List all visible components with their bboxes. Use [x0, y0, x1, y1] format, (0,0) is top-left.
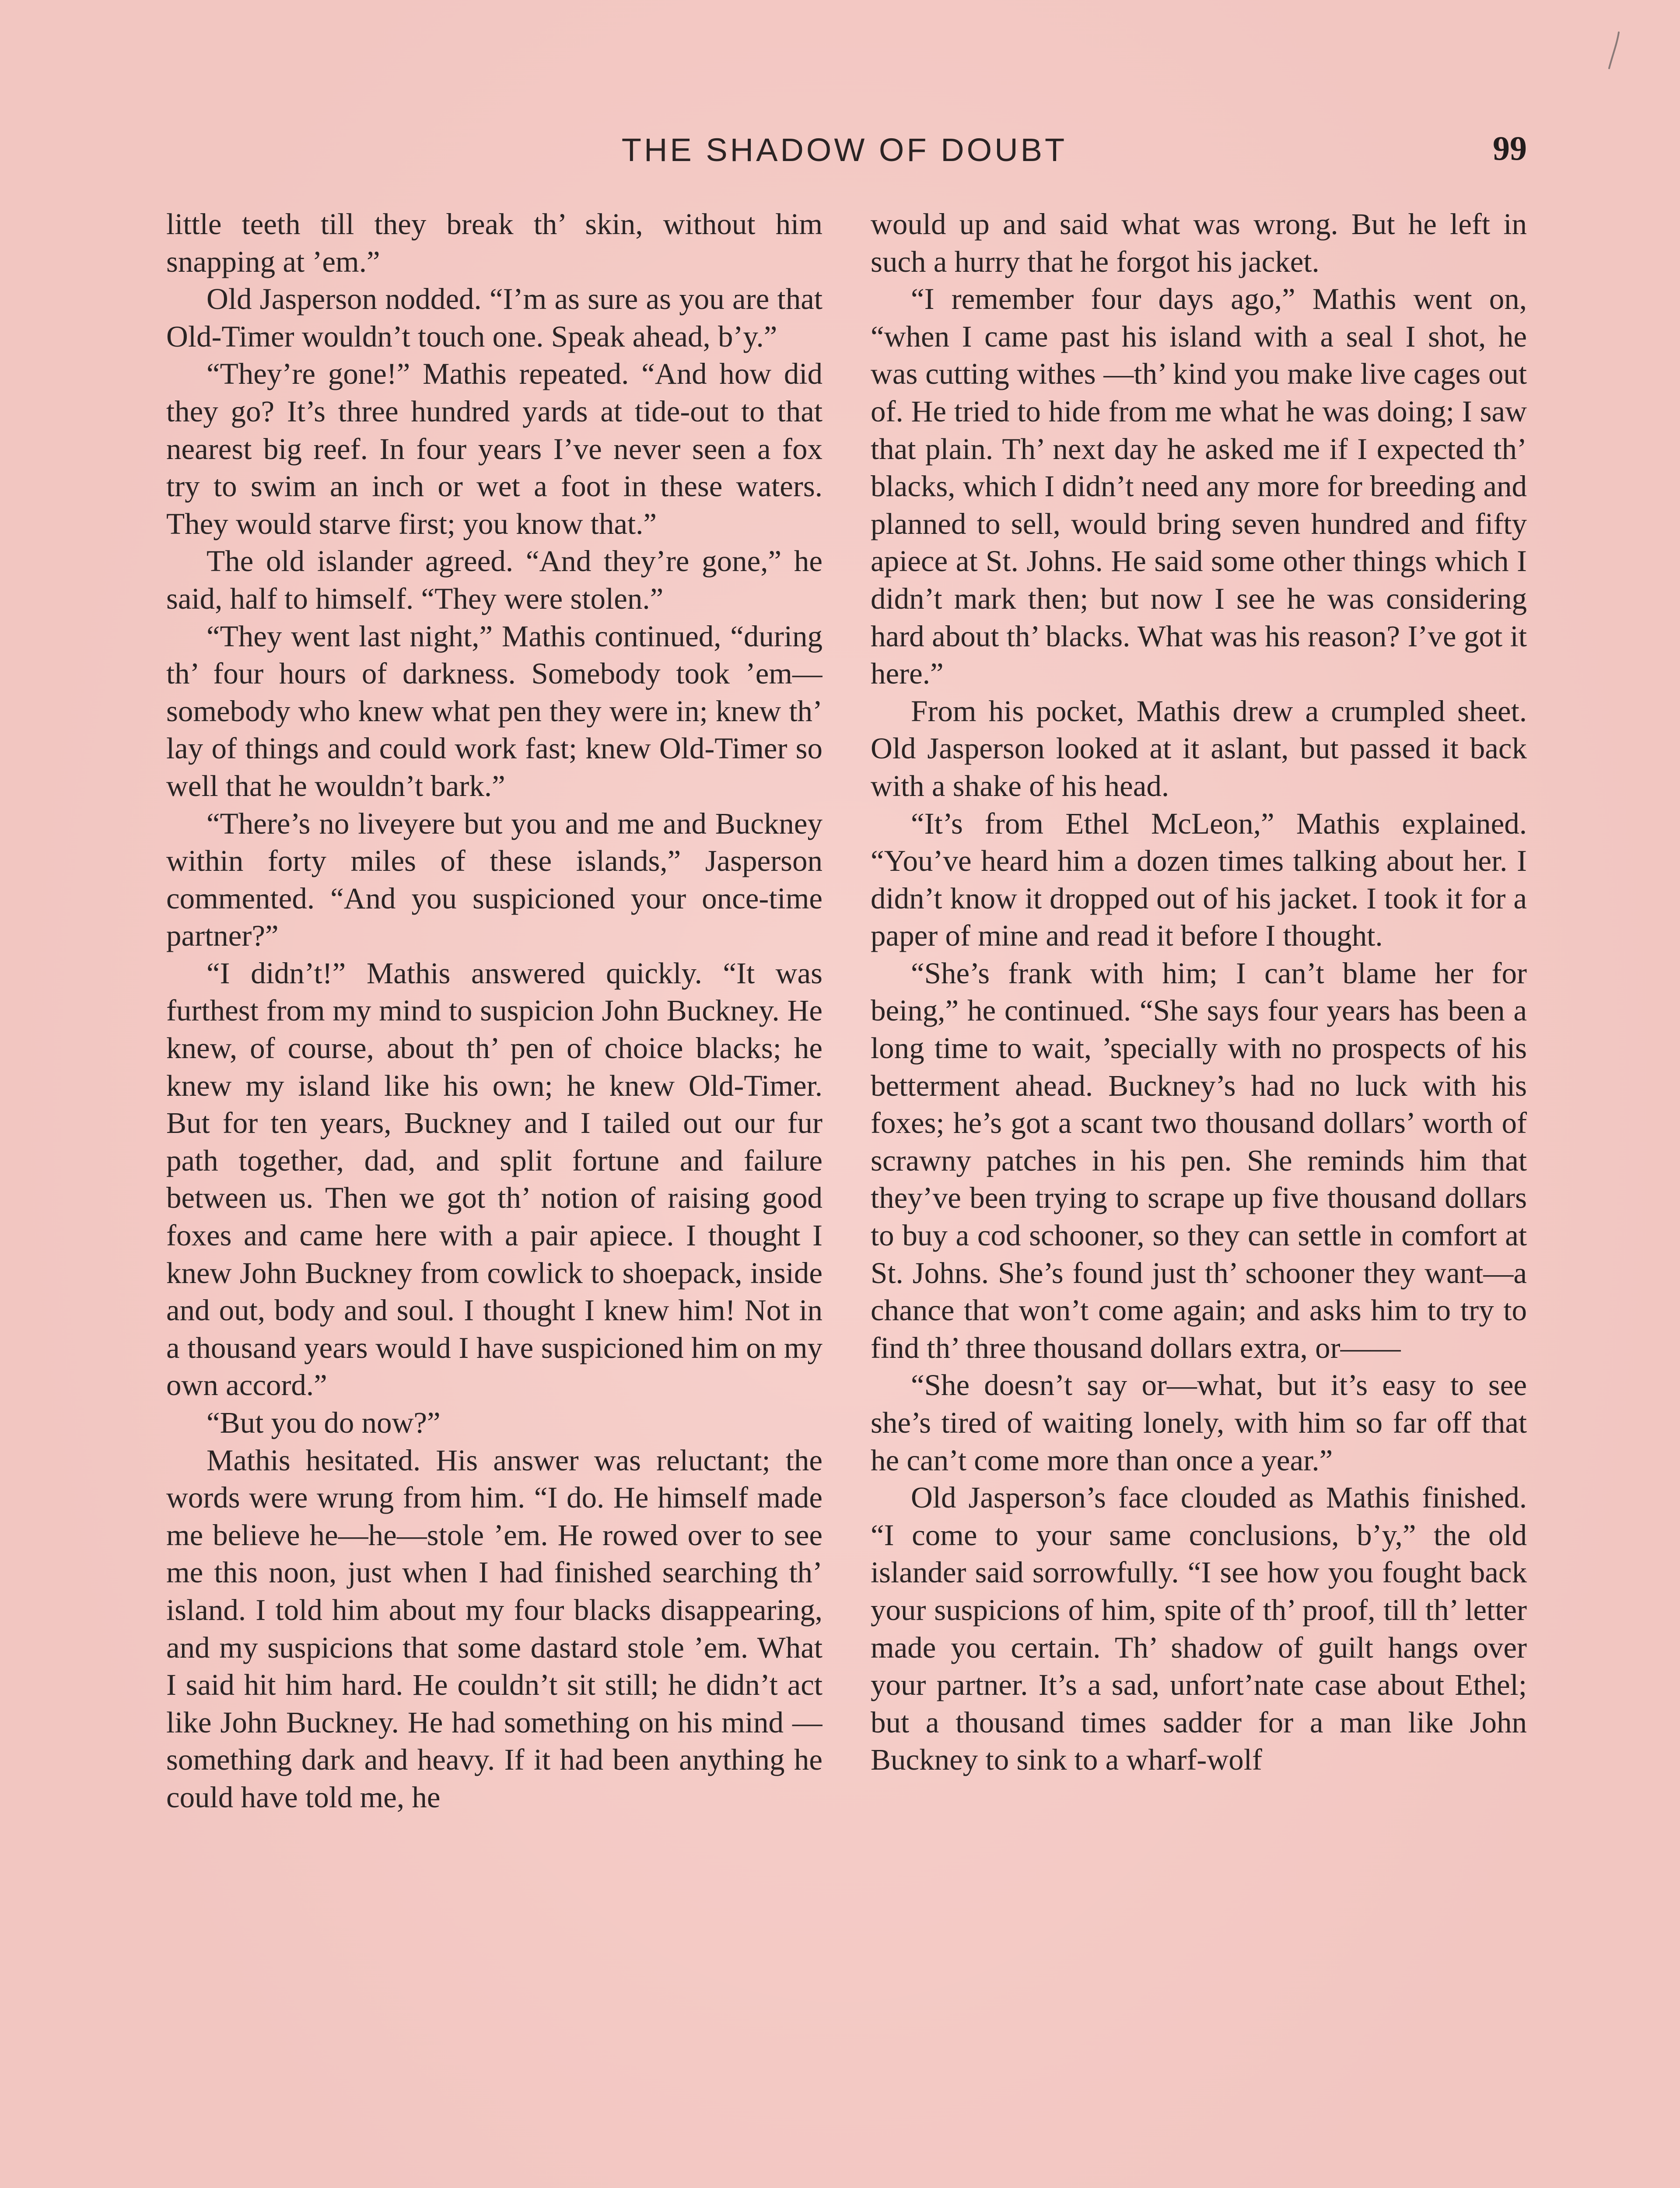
paragraph: “They’re gone!” Mathis repeated. “And how did they go? It’s three hundred yards at tide-out to that nearest big reef. In four years I’ve never seen a fox try to swim an inch or wet a foot in these waters. They would starve first; you know that.”	[166, 357, 822, 540]
paragraph: “There’s no liveyere but you and me and Buckney within forty miles of these islands,” Jasperson commented. “And you suspicioned your once-time partner?”	[166, 806, 822, 953]
page-header	[166, 129, 1527, 179]
left-column	[166, 206, 822, 2188]
page-number: 99	[1493, 129, 1527, 167]
paragraph: would up and said what was wrong. But he left in such a hurry that he forgot his jacket.	[871, 207, 1527, 278]
pencil-mark-icon	[1606, 31, 1623, 70]
paragraph: Old Jasperson nodded. “I’m as sure as you are that Old-Timer wouldn’t touch one. Speak ahead, b’y.”	[166, 282, 822, 353]
paragraph: “But you do now?”	[206, 1406, 441, 1439]
running-title: THE SHADOW OF DOUBT	[621, 132, 1068, 168]
paragraph: little teeth till they break th’ skin, without him snapping at ’em.”	[166, 207, 822, 278]
right-column	[871, 206, 1527, 2188]
paragraph: The old islander agreed. “And they’re gone,” he said, half to himself. “They were stolen.”	[166, 544, 822, 615]
paragraph: “She doesn’t say or—what, but it’s easy to see she’s tired of waiting lonely, with him so far off that he can’t come more than once a year.”	[871, 1368, 1527, 1477]
paragraph: “They went last night,” Mathis continued, “during th’ four hours of darkness. Somebody took ’em—somebody who knew what pen they were in; knew th’ lay of things and could work fast; knew Old-Timer so well that he wouldn’t bark.”	[166, 619, 822, 803]
paragraph: “I remember four days ago,” Mathis went on, “when I came past his island with a seal I shot, he was cutting withes —th’ kind you make live cages out of. He tried to hide from me what he was doing; I saw that plain. Th’ next day he asked me if I expected th’ blacks, which I didn’t need any more for breeding and planned to sell, would bring seven hundred and fifty apiece at St. Johns. He said some other things which I didn’t mark then; but now I see he was considering hard about th’ blacks. What was his reason? I’ve got it here.”	[871, 282, 1527, 691]
paragraph: “She’s frank with him; I can’t blame her for being,” he continued. “She says four years has been a long time to wait, ’specially with no prospects of his betterment ahead. Buckney’s had no luck with his foxes; he’s got a scant two thousand dollars’ worth of scrawny patches in his pen. She reminds him that they’ve been trying to scrape up five thousand dollars to buy a cod schooner, so they can settle in comfort at St. Johns. She’s found just th’ schooner they want—a chance that won’t come again; and asks him to try to find th’ three thousand dollars extra, or——	[871, 956, 1527, 1364]
paragraph: “I didn’t!” Mathis answered quickly. “It was furthest from my mind to suspicion John Buckney. He knew, of course, about th’ pen of choice blacks; he knew my island like his own; he knew Old-Timer. But for ten years, Buckney and I tailed out our fur path together, dad, and split fortune and failure between us. Then we got th’ notion of raising good foxes and came here with a pair apiece. I thought I knew John Buckney from cowlick to shoepack, inside and out, body and soul. I thought I knew him! Not in a thousand years would I have suspicioned him on my own accord.”	[166, 956, 822, 1402]
paragraph: Mathis hesitated. His answer was reluctant; the words were wrung from him. “I do. He himself made me believe he—he—stole ’em. He rowed over to see me this noon, just when I had finished searching th’ island. I told him about my four blacks disappearing, and my suspicions that some dastard stole ’em. What I said hit him hard. He couldn’t sit still; he didn’t act like John Buckney. He had something on his mind —something dark and heavy. If it had been anything he could have told me, he	[166, 1443, 822, 1814]
paragraph: From his pocket, Mathis drew a crumpled sheet. Old Jasperson looked at it aslant, but passed it back with a shake of his head.	[871, 694, 1527, 803]
text-columns	[166, 206, 1527, 2188]
paragraph: “It’s from Ethel McLeon,” Mathis explained. “You’ve heard him a dozen times talking about her. I didn’t know it dropped out of his jacket. I took it for a paper of mine and read it before I thought.	[871, 806, 1527, 953]
paragraph: Old Jasperson’s face clouded as Mathis finished. “I come to your same conclusions, b’y,” the old islander said sorrowfully. “I see how you fought back your suspicions of him, spite of th’ proof, till th’ letter made you certain. Th’ shadow of guilt hangs over your partner. It’s a sad, unfort’nate case about Ethel; but a thousand times sadder for a man like John Buckney to sink to a wharf-wolf	[871, 1481, 1527, 1777]
